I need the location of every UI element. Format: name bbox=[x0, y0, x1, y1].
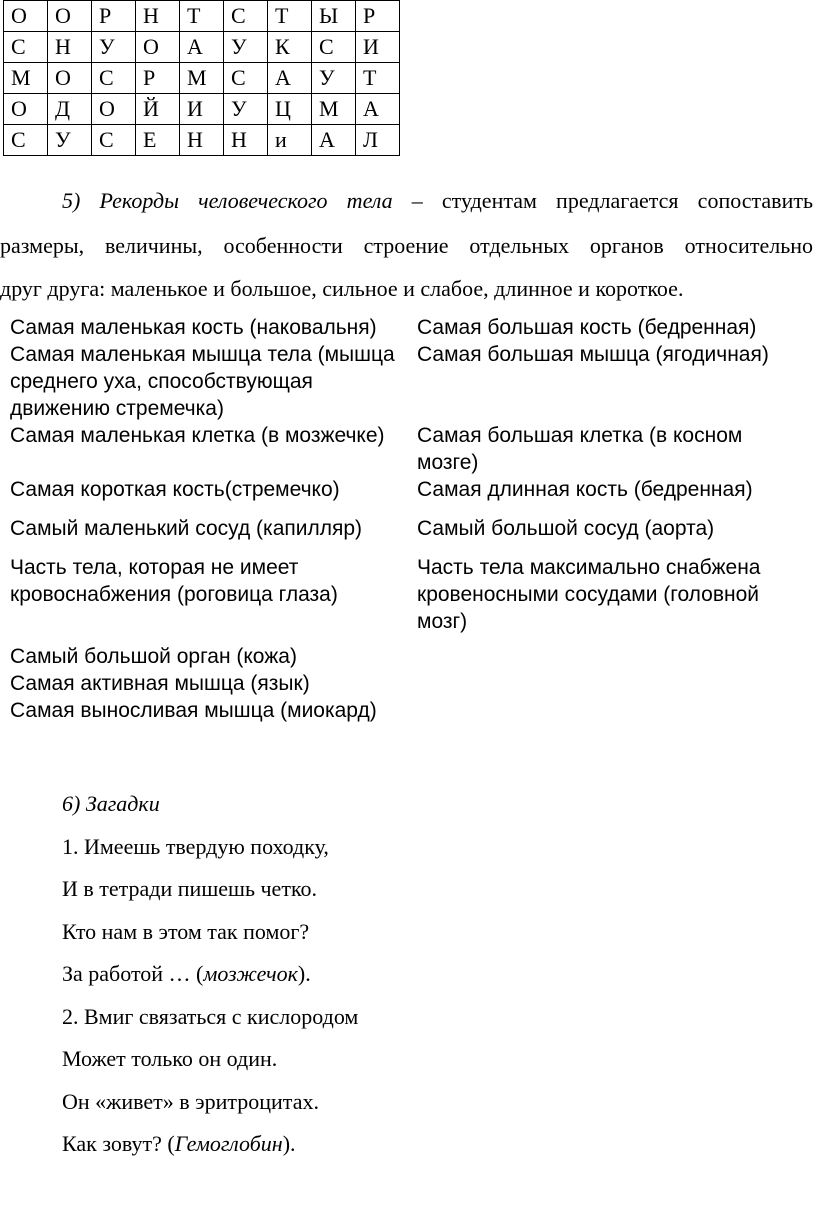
grid-cell: Т bbox=[268, 1, 312, 32]
grid-row bbox=[4, 1, 400, 32]
record-largest: Самая большая кость (бедренная) bbox=[417, 316, 757, 339]
riddle-line bbox=[62, 1128, 358, 1171]
grid-cell: Р bbox=[92, 1, 136, 32]
records-row bbox=[10, 476, 810, 503]
grid-cell: С bbox=[92, 125, 136, 156]
grid-cell: М bbox=[312, 94, 356, 125]
grid-cell: С bbox=[4, 125, 48, 156]
records-row bbox=[10, 341, 810, 422]
grid-cell: О bbox=[92, 94, 136, 125]
records-row bbox=[10, 554, 810, 635]
grid-cell: М bbox=[180, 63, 224, 94]
riddle-text: ). bbox=[282, 1131, 296, 1156]
grid-cell: И bbox=[356, 32, 400, 63]
grid-cell: Й bbox=[136, 94, 180, 125]
riddle-line: Он «живет» в эритроцитах. bbox=[62, 1088, 319, 1114]
riddle-line: 2. Вмиг связаться с кислородом bbox=[62, 1003, 359, 1029]
record-largest: Самая большая мышца (ягодичная) bbox=[417, 343, 769, 366]
grid-cell: У bbox=[48, 125, 92, 156]
record-single: Самая выносливая мышца (миокард) bbox=[10, 699, 377, 722]
grid-row bbox=[4, 32, 400, 63]
grid-cell: С bbox=[4, 32, 48, 63]
grid-cell: Д bbox=[48, 94, 92, 125]
records-row bbox=[10, 422, 810, 476]
grid-cell: У bbox=[224, 94, 268, 125]
section5-first-line bbox=[0, 188, 813, 214]
section6-title: 6) Загадки bbox=[62, 791, 160, 816]
grid-cell: М bbox=[4, 63, 48, 94]
grid-cell: Н bbox=[224, 125, 268, 156]
riddle-line: И в тетради пишешь четко. bbox=[62, 876, 318, 901]
riddle-answer: мозжечок bbox=[203, 961, 298, 986]
grid-cell: Е bbox=[136, 125, 180, 156]
record-smallest: Самая маленькая мышца тела (мышца среднего уха, способствующая движению стремечка) bbox=[10, 343, 395, 420]
records-row bbox=[10, 515, 810, 542]
grid-cell: О bbox=[4, 94, 48, 125]
record-smallest: Самая маленькая клетка (в мозжечке) bbox=[10, 424, 385, 447]
riddle-line bbox=[62, 958, 358, 1001]
grid-cell: Л bbox=[356, 125, 400, 156]
grid-cell: Н bbox=[136, 1, 180, 32]
grid-cell: А bbox=[312, 125, 356, 156]
riddle-line: Может только он один. bbox=[62, 1046, 278, 1071]
grid-row bbox=[4, 125, 400, 156]
grid-cell: Ы bbox=[312, 1, 356, 32]
grid-cell: Т bbox=[180, 1, 224, 32]
grid-cell: У bbox=[312, 63, 356, 94]
section5-line3: друг друга: маленькое и большое, сильное и слабое, длинное и короткое. bbox=[0, 276, 684, 301]
grid-cell: и bbox=[268, 125, 312, 156]
grid-cell: А bbox=[268, 63, 312, 94]
record-smallest: Часть тела, которая не имеет кровоснабжения (роговица глаза) bbox=[10, 556, 338, 606]
section5-intro: – студентам предлагается сопоставить bbox=[392, 188, 813, 213]
grid-cell: Ц bbox=[268, 94, 312, 125]
riddles-section bbox=[62, 788, 358, 1171]
grid-cell: У bbox=[224, 32, 268, 63]
grid-cell: О bbox=[48, 1, 92, 32]
records-table bbox=[10, 314, 810, 724]
grid-cell: О bbox=[48, 63, 92, 94]
grid-cell: С bbox=[224, 1, 268, 32]
riddle-text: ). bbox=[297, 961, 311, 986]
record-largest: Часть тела максимально снабжена кровеносными сосудами (головной мозг) bbox=[417, 556, 761, 633]
grid-cell: С bbox=[312, 32, 356, 63]
riddle-answer: Гемоглобин bbox=[174, 1131, 283, 1156]
grid-cell: У bbox=[92, 32, 136, 63]
grid-cell: О bbox=[136, 32, 180, 63]
record-largest: Самый большой сосуд (аорта) bbox=[417, 517, 715, 540]
record-single: Самая активная мышца (язык) bbox=[10, 672, 310, 695]
grid-row bbox=[4, 94, 400, 125]
grid-cell: И bbox=[180, 94, 224, 125]
record-smallest: Самая маленькая кость (наковальня) bbox=[10, 316, 377, 339]
riddle-text: Как зовут? ( bbox=[62, 1131, 175, 1156]
grid-cell: Р bbox=[356, 1, 400, 32]
record-smallest: Самый маленький сосуд (капилляр) bbox=[10, 517, 363, 540]
riddle-text: За работой … ( bbox=[62, 961, 204, 986]
grid-cell: С bbox=[92, 63, 136, 94]
riddle-line: Кто нам в этом так помог? bbox=[62, 918, 310, 944]
section5-line2: размеры, величины, особенности строение отдельных органов относительно bbox=[0, 233, 813, 258]
grid-cell: К bbox=[268, 32, 312, 63]
record-smallest: Самая короткая кость(стремечко) bbox=[10, 478, 340, 501]
section5-title: 5) Рекорды человеческого тела bbox=[62, 188, 393, 213]
record-single: Самый большой орган (кожа) bbox=[10, 645, 297, 668]
grid-cell: А bbox=[180, 32, 224, 63]
grid-cell: Т bbox=[356, 63, 400, 94]
grid-cell: Н bbox=[180, 125, 224, 156]
record-largest: Самая длинная кость (бедренная) bbox=[417, 478, 753, 501]
grid-cell: Р bbox=[136, 63, 180, 94]
record-largest: Самая большая клетка (в косном мозге) bbox=[417, 424, 743, 474]
grid-cell: О bbox=[4, 1, 48, 32]
grid-cell: Н bbox=[48, 32, 92, 63]
grid-row bbox=[4, 63, 400, 94]
grid-cell: А bbox=[356, 94, 400, 125]
records-row bbox=[10, 314, 810, 341]
letter-grid bbox=[3, 0, 400, 156]
riddle-line: 1. Имеешь твердую походку, bbox=[62, 833, 329, 859]
grid-cell: С bbox=[224, 63, 268, 94]
